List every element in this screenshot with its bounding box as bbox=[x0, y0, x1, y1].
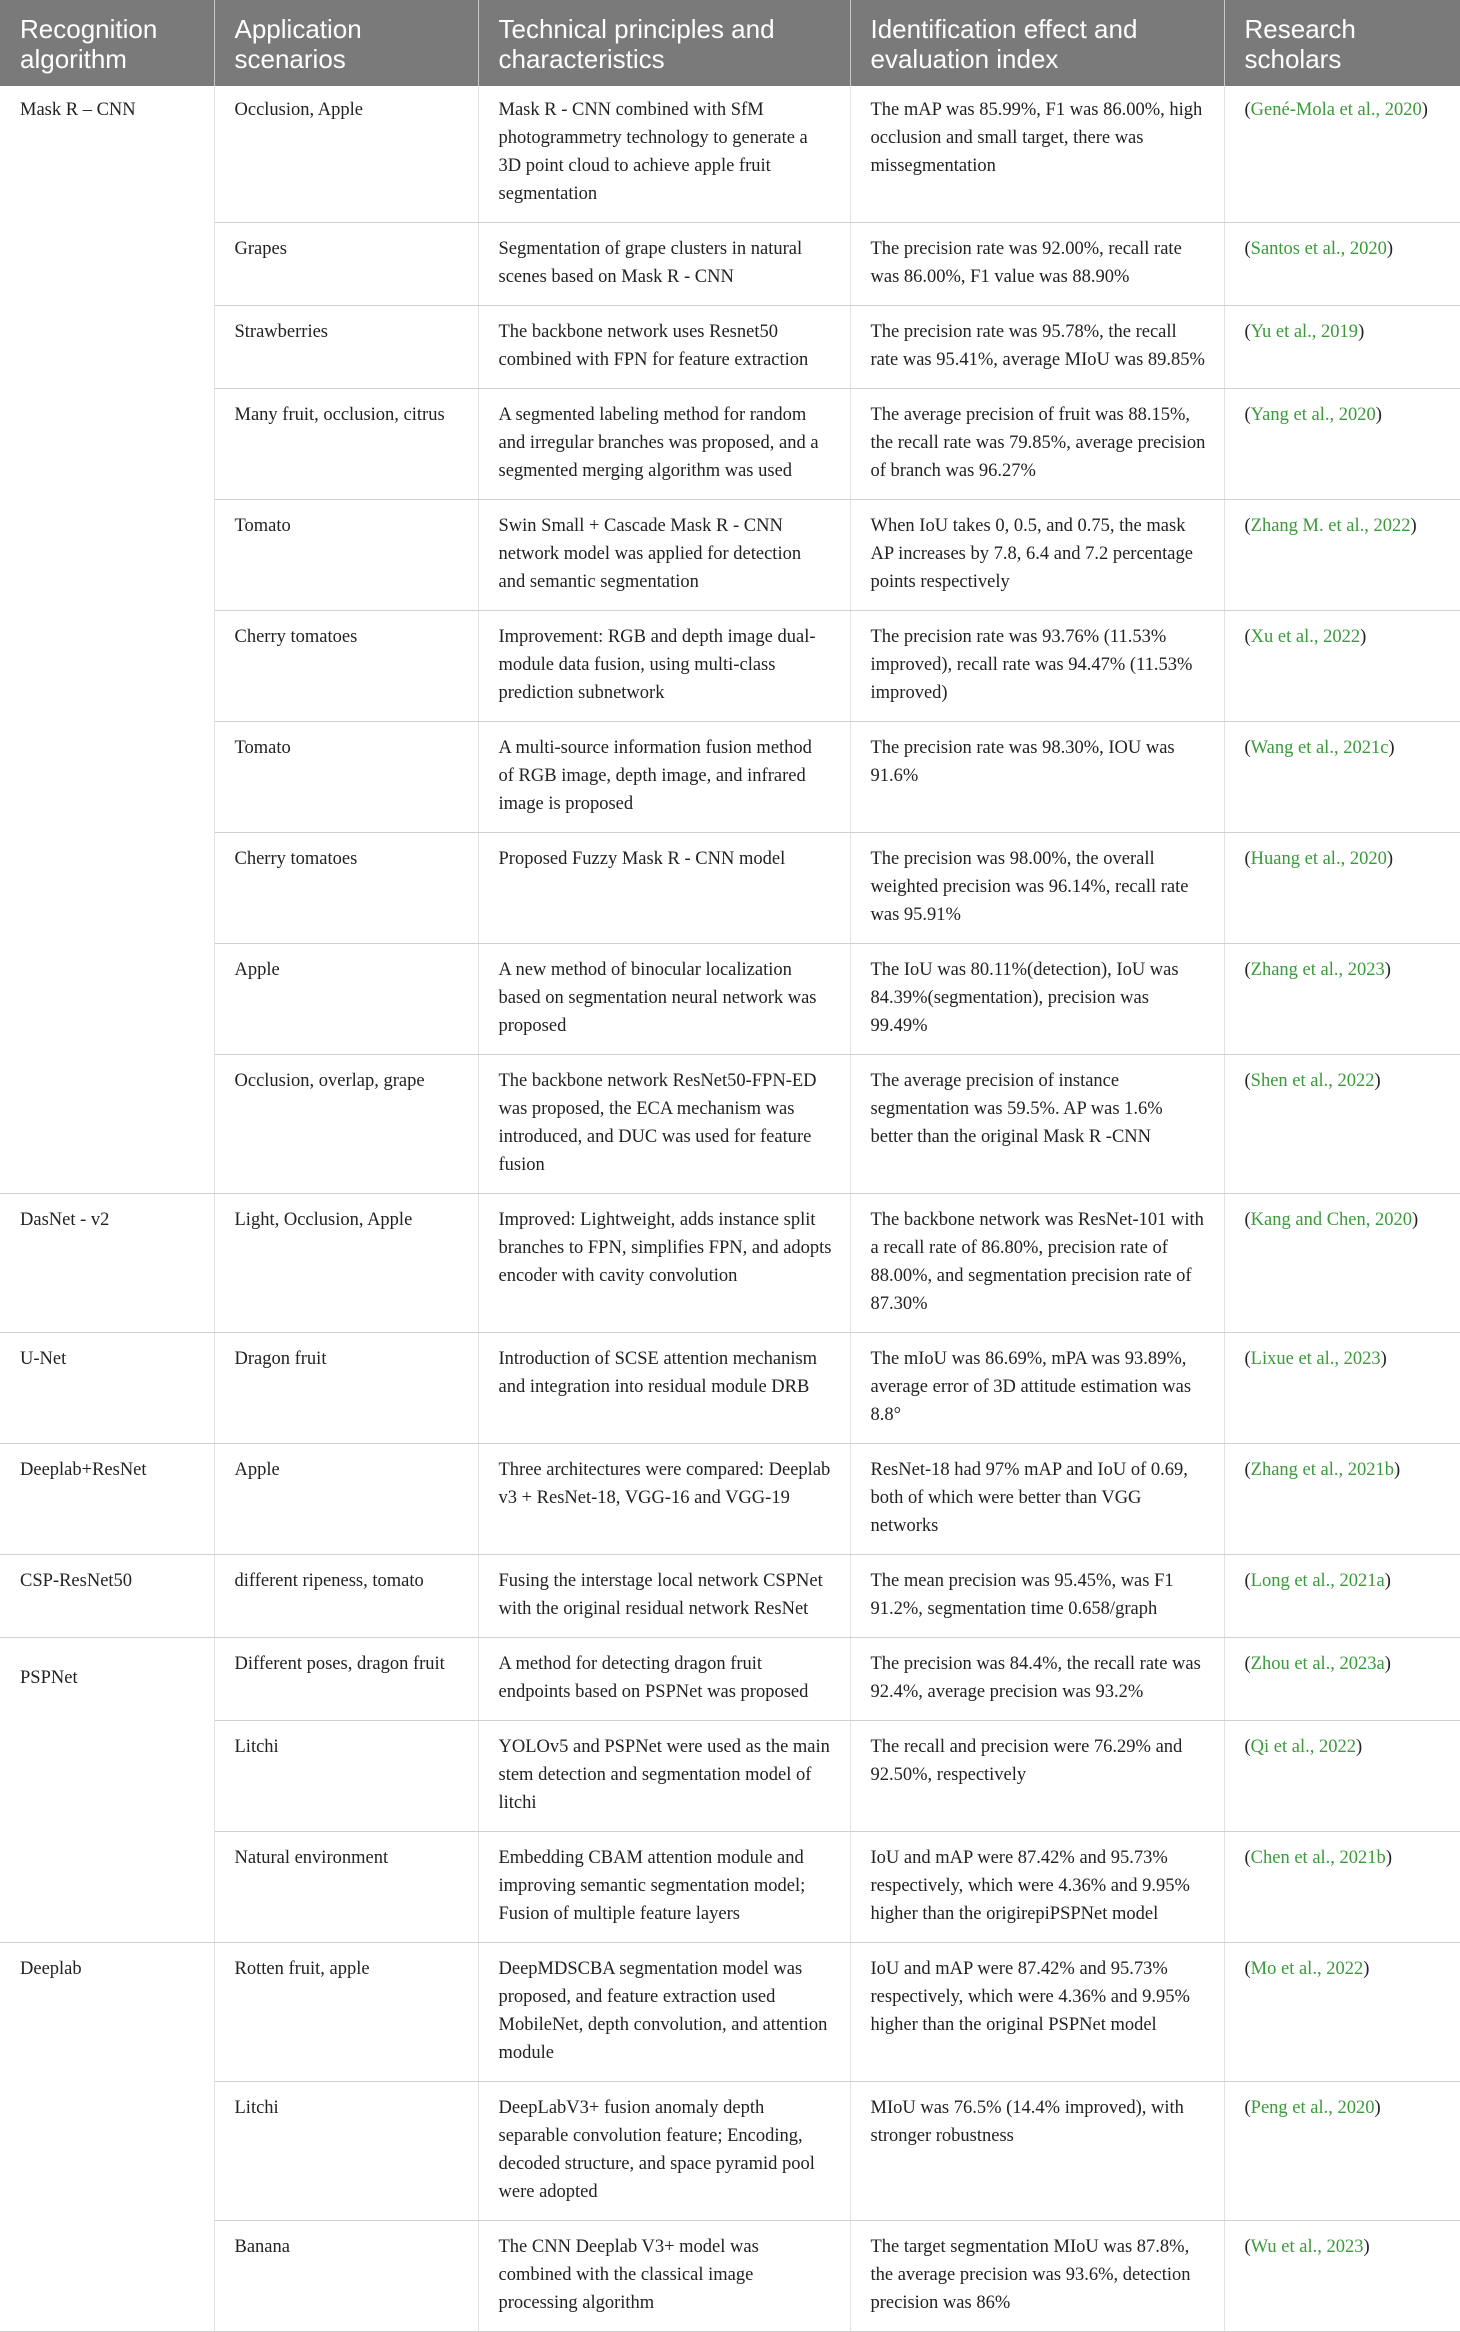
reference-cell bbox=[1224, 944, 1460, 1055]
paren-close: ) bbox=[1356, 1737, 1363, 1757]
table-row bbox=[0, 500, 1460, 611]
paren-close: ) bbox=[1380, 1349, 1387, 1369]
paren-close: ) bbox=[1363, 2237, 1370, 2257]
citation-link[interactable]: Peng et al., 2020 bbox=[1250, 2098, 1375, 2118]
effect-cell: The recall and precision were 76.29% and 92.50%, respectively bbox=[850, 1721, 1224, 1832]
paren-close: ) bbox=[1358, 322, 1365, 342]
principle-cell: A method for detecting dragon fruit endpoints based on PSPNet was proposed bbox=[478, 1638, 850, 1721]
citation-link[interactable]: Zhang et al., 2021b bbox=[1250, 1460, 1395, 1480]
principle-cell: Segmentation of grape clusters in natural scenes based on Mask R - CNN bbox=[478, 223, 850, 306]
citation-link[interactable]: Kang and Chen, 2020 bbox=[1250, 1210, 1413, 1230]
reference-cell bbox=[1224, 223, 1460, 306]
algorithm-cell bbox=[0, 306, 214, 389]
effect-cell: The precision was 84.4%, the recall rate was 92.4%, average precision was 93.2% bbox=[850, 1638, 1224, 1721]
paren-open: ( bbox=[1244, 1571, 1251, 1591]
citation-link[interactable]: Yang et al., 2020 bbox=[1250, 405, 1376, 425]
paren-open: ( bbox=[1244, 627, 1251, 647]
algorithm-cell: PSPNet bbox=[0, 1638, 214, 1721]
table-row bbox=[0, 1333, 1460, 1444]
reference-cell bbox=[1224, 833, 1460, 944]
reference-cell bbox=[1224, 722, 1460, 833]
principle-cell: The CNN Deeplab V3+ model was combined with the classical image processing algorithm bbox=[478, 2221, 850, 2332]
paren-close: ) bbox=[1384, 1654, 1391, 1674]
paren-open: ( bbox=[1244, 1848, 1251, 1868]
header-research-scholars: Research scholars bbox=[1224, 0, 1460, 86]
algorithm-cell bbox=[0, 500, 214, 611]
citation-link[interactable]: Yu et al., 2019 bbox=[1250, 322, 1359, 342]
paren-open: ( bbox=[1244, 516, 1251, 536]
algorithm-cell: Deeplab bbox=[0, 1943, 214, 2082]
effect-cell: The precision rate was 95.78%, the recall rate was 95.41%, average MIoU was 89.85% bbox=[850, 306, 1224, 389]
paren-close: ) bbox=[1412, 1210, 1419, 1230]
citation-link[interactable]: Wang et al., 2021c bbox=[1250, 738, 1389, 758]
effect-cell: IoU and mAP were 87.42% and 95.73% respectively, which were 4.36% and 9.95% higher than the original PSPNet model bbox=[850, 1943, 1224, 2082]
algorithm-cell bbox=[0, 833, 214, 944]
paren-open: ( bbox=[1244, 100, 1251, 120]
citation-link[interactable]: Lixue et al., 2023 bbox=[1250, 1349, 1381, 1369]
principle-cell: Proposed Fuzzy Mask R - CNN model bbox=[478, 833, 850, 944]
scenario-cell: Natural environment bbox=[214, 1832, 478, 1943]
table-row bbox=[0, 1832, 1460, 1943]
effect-cell: ResNet-18 had 97% mAP and IoU of 0.69, both of which were better than VGG networks bbox=[850, 1444, 1224, 1555]
table-row bbox=[0, 944, 1460, 1055]
scenario-cell: Apple bbox=[214, 1444, 478, 1555]
principle-cell: YOLOv5 and PSPNet were used as the main stem detection and segmentation model of litchi bbox=[478, 1721, 850, 1832]
algorithm-cell bbox=[0, 1721, 214, 1832]
reference-cell bbox=[1224, 1055, 1460, 1194]
algorithm-cell bbox=[0, 2221, 214, 2332]
paren-close: ) bbox=[1410, 516, 1417, 536]
paren-open: ( bbox=[1244, 322, 1251, 342]
reference-cell bbox=[1224, 611, 1460, 722]
paren-open: ( bbox=[1244, 1071, 1251, 1091]
reference-cell bbox=[1224, 2082, 1460, 2221]
citation-link[interactable]: Long et al., 2021a bbox=[1250, 1571, 1385, 1591]
algorithm-cell: CSP-ResNet50 bbox=[0, 1555, 214, 1638]
paren-close: ) bbox=[1360, 627, 1367, 647]
effect-cell: The average precision of fruit was 88.15%, the recall rate was 79.85%, average precision of branch was 96.27% bbox=[850, 389, 1224, 500]
algorithm-cell: Deeplab+ResNet bbox=[0, 1444, 214, 1555]
table-row bbox=[0, 833, 1460, 944]
paren-open: ( bbox=[1244, 1349, 1251, 1369]
algorithm-cell bbox=[0, 722, 214, 833]
table-row bbox=[0, 611, 1460, 722]
citation-link[interactable]: Zhou et al., 2023a bbox=[1250, 1654, 1385, 1674]
paren-open: ( bbox=[1244, 239, 1251, 259]
paren-open: ( bbox=[1244, 1737, 1251, 1757]
scenario-cell: Occlusion, overlap, grape bbox=[214, 1055, 478, 1194]
paren-close: ) bbox=[1421, 100, 1428, 120]
algorithm-cell bbox=[0, 611, 214, 722]
citation-link[interactable]: Qi et al., 2022 bbox=[1250, 1737, 1356, 1757]
table-row bbox=[0, 1943, 1460, 2082]
citation-link[interactable]: Zhang et al., 2023 bbox=[1250, 960, 1385, 980]
paren-close: ) bbox=[1384, 1571, 1391, 1591]
reference-cell bbox=[1224, 1721, 1460, 1832]
paren-close: ) bbox=[1388, 738, 1395, 758]
principle-cell: Fusing the interstage local network CSPNet with the original residual network ResNet bbox=[478, 1555, 850, 1638]
principle-cell: Mask R - CNN combined with SfM photogrammetry technology to generate a 3D point cloud to achieve apple fruit segmentation bbox=[478, 86, 850, 223]
paren-close: ) bbox=[1386, 239, 1394, 259]
scenario-cell: Many fruit, occlusion, citrus bbox=[214, 389, 478, 500]
reference-cell bbox=[1224, 1555, 1460, 1638]
paren-close: ) bbox=[1385, 1848, 1392, 1868]
scenario-cell: Dragon fruit bbox=[214, 1333, 478, 1444]
scenario-cell: Cherry tomatoes bbox=[214, 833, 478, 944]
header-recognition-algorithm: Recognition algorithm bbox=[0, 0, 214, 86]
scenario-cell: Grapes bbox=[214, 223, 478, 306]
scenario-cell: Light, Occlusion, Apple bbox=[214, 1194, 478, 1333]
paren-open: ( bbox=[1244, 1654, 1251, 1674]
algorithm-cell bbox=[0, 2082, 214, 2221]
header-identification-effect: Identification effect and evaluation index bbox=[850, 0, 1224, 86]
scenario-cell: Apple bbox=[214, 944, 478, 1055]
header-technical-principles: Technical principles and characteristics bbox=[478, 0, 850, 86]
citation-link[interactable]: Xu et al., 2022 bbox=[1250, 627, 1361, 647]
reference-cell bbox=[1224, 500, 1460, 611]
algorithm-cell: U-Net bbox=[0, 1333, 214, 1444]
reference-cell bbox=[1224, 389, 1460, 500]
principle-cell: Improvement: RGB and depth image dual-module data fusion, using multi-class prediction subnetwork bbox=[478, 611, 850, 722]
algorithm-cell bbox=[0, 1832, 214, 1943]
reference-cell bbox=[1224, 86, 1460, 223]
effect-cell: The precision rate was 98.30%, IOU was 91.6% bbox=[850, 722, 1224, 833]
scenario-cell: Litchi bbox=[214, 1721, 478, 1832]
citation-link[interactable]: Gené-Mola et al., 2020 bbox=[1250, 100, 1422, 120]
paren-close: ) bbox=[1374, 1071, 1381, 1091]
principle-cell: Three architectures were compared: Deeplab v3 + ResNet-18, VGG-16 and VGG-19 bbox=[478, 1444, 850, 1555]
table-row bbox=[0, 86, 1460, 223]
effect-cell: The mean precision was 95.45%, was F1 91.2%, segmentation time 0.658/graph bbox=[850, 1555, 1224, 1638]
table-row bbox=[0, 1194, 1460, 1333]
reference-cell bbox=[1224, 1444, 1460, 1555]
algorithm-cell bbox=[0, 944, 214, 1055]
table-header-row bbox=[0, 0, 1460, 86]
reference-cell bbox=[1224, 1832, 1460, 1943]
principle-cell: The backbone network ResNet50-FPN-ED was proposed, the ECA mechanism was introduced, and DUC was used for feature fusion bbox=[478, 1055, 850, 1194]
effect-cell: IoU and mAP were 87.42% and 95.73% respectively, which were 4.36% and 9.95% higher than the origirepiPSPNet model bbox=[850, 1832, 1224, 1943]
table-body bbox=[0, 86, 1460, 2332]
table-row bbox=[0, 1444, 1460, 1555]
paren-close: ) bbox=[1384, 960, 1391, 980]
paren-open: ( bbox=[1244, 2098, 1251, 2118]
effect-cell: The target segmentation MIoU was 87.8%, the average precision was 93.6%, detection precision was 86% bbox=[850, 2221, 1224, 2332]
citation-link[interactable]: Santos et al., 2020 bbox=[1250, 239, 1387, 259]
effect-cell: The precision rate was 93.76% (11.53% improved), recall rate was 94.47% (11.53% improved) bbox=[850, 611, 1224, 722]
paren-close: ) bbox=[1394, 1460, 1401, 1480]
paren-open: ( bbox=[1244, 2237, 1251, 2257]
reference-cell bbox=[1224, 306, 1460, 389]
paren-open: ( bbox=[1244, 405, 1251, 425]
header-application-scenarios: Application scenarios bbox=[214, 0, 478, 86]
paren-open: ( bbox=[1244, 1959, 1251, 1979]
citation-link[interactable]: Wu et al., 2023 bbox=[1250, 2237, 1364, 2257]
principle-cell: Improved: Lightweight, adds instance split branches to FPN, simplifies FPN, and adopts encoder with cavity convolution bbox=[478, 1194, 850, 1333]
algorithm-cell bbox=[0, 389, 214, 500]
table-row bbox=[0, 2221, 1460, 2332]
table-row bbox=[0, 1055, 1460, 1194]
scenario-cell: Tomato bbox=[214, 500, 478, 611]
principle-cell: A multi-source information fusion method of RGB image, depth image, and infrared image is proposed bbox=[478, 722, 850, 833]
table-row bbox=[0, 306, 1460, 389]
table-row bbox=[0, 1721, 1460, 1832]
paren-open: ( bbox=[1244, 1460, 1251, 1480]
table-row bbox=[0, 1638, 1460, 1721]
paren-close: ) bbox=[1386, 849, 1393, 869]
reference-cell bbox=[1224, 1333, 1460, 1444]
table-row bbox=[0, 223, 1460, 306]
citation-link[interactable]: Huang et al., 2020 bbox=[1250, 849, 1387, 869]
principle-cell: DeepLabV3+ fusion anomaly depth separable convolution feature; Encoding, decoded structure, and space pyramid pool were adopted bbox=[478, 2082, 850, 2221]
reference-cell bbox=[1224, 1943, 1460, 2082]
principle-cell: A segmented labeling method for random and irregular branches was proposed, and a segmented merging algorithm was used bbox=[478, 389, 850, 500]
effect-cell: The precision was 98.00%, the overall weighted precision was 96.14%, recall rate was 95.91% bbox=[850, 833, 1224, 944]
scenario-cell: Rotten fruit, apple bbox=[214, 1943, 478, 2082]
scenario-cell: Tomato bbox=[214, 722, 478, 833]
citation-link[interactable]: Chen et al., 2021b bbox=[1250, 1848, 1386, 1868]
reference-cell bbox=[1224, 2221, 1460, 2332]
paren-close: ) bbox=[1363, 1959, 1370, 1979]
scenario-cell: Occlusion, Apple bbox=[214, 86, 478, 223]
paren-close: ) bbox=[1374, 2098, 1381, 2118]
effect-cell: MIoU was 76.5% (14.4% improved), with stronger robustness bbox=[850, 2082, 1224, 2221]
scenario-cell: Cherry tomatoes bbox=[214, 611, 478, 722]
scenario-cell: Strawberries bbox=[214, 306, 478, 389]
table-row bbox=[0, 2082, 1460, 2221]
citation-link[interactable]: Shen et al., 2022 bbox=[1250, 1071, 1375, 1091]
table-row bbox=[0, 1555, 1460, 1638]
paren-open: ( bbox=[1244, 849, 1251, 869]
principle-cell: Introduction of SCSE attention mechanism and integration into residual module DRB bbox=[478, 1333, 850, 1444]
algorithm-cell bbox=[0, 1055, 214, 1194]
effect-cell: The mIoU was 86.69%, mPA was 93.89%, average error of 3D attitude estimation was 8.8° bbox=[850, 1333, 1224, 1444]
principle-cell: Swin Small + Cascade Mask R - CNN network model was applied for detection and semantic segmentation bbox=[478, 500, 850, 611]
principle-cell: DeepMDSCBA segmentation model was proposed, and feature extraction used MobileNet, depth convolution, and attention module bbox=[478, 1943, 850, 2082]
effect-cell: The IoU was 80.11%(detection), IoU was 84.39%(segmentation), precision was 99.49% bbox=[850, 944, 1224, 1055]
paren-open: ( bbox=[1244, 738, 1251, 758]
effect-cell: The average precision of instance segmentation was 59.5%. AP was 1.6% better than the original Mask R -CNN bbox=[850, 1055, 1224, 1194]
effect-cell: The precision rate was 92.00%, recall rate was 86.00%, F1 value was 88.90% bbox=[850, 223, 1224, 306]
algorithm-cell: DasNet - v2 bbox=[0, 1194, 214, 1333]
algorithm-cell bbox=[0, 223, 214, 306]
principle-cell: A new method of binocular localization based on segmentation neural network was proposed bbox=[478, 944, 850, 1055]
citation-link[interactable]: Mo et al., 2022 bbox=[1250, 1959, 1364, 1979]
effect-cell: The backbone network was ResNet-101 with a recall rate of 86.80%, precision rate of 88.00%, and segmentation precision rate of 87.30% bbox=[850, 1194, 1224, 1333]
scenario-cell: different ripeness, tomato bbox=[214, 1555, 478, 1638]
paren-open: ( bbox=[1244, 1210, 1251, 1230]
algorithm-cell: Mask R – CNN bbox=[0, 86, 214, 223]
table-row bbox=[0, 389, 1460, 500]
principle-cell: Embedding CBAM attention module and improving semantic segmentation model; Fusion of multiple feature layers bbox=[478, 1832, 850, 1943]
table-row bbox=[0, 722, 1460, 833]
scenario-cell: Litchi bbox=[214, 2082, 478, 2221]
effect-cell: The mAP was 85.99%, F1 was 86.00%, high occlusion and small target, there was missegmentation bbox=[850, 86, 1224, 223]
principle-cell: The backbone network uses Resnet50 combined with FPN for feature extraction bbox=[478, 306, 850, 389]
effect-cell: When IoU takes 0, 0.5, and 0.75, the mask AP increases by 7.8, 6.4 and 7.2 percentage points respectively bbox=[850, 500, 1224, 611]
reference-cell bbox=[1224, 1638, 1460, 1721]
scenario-cell: Different poses, dragon fruit bbox=[214, 1638, 478, 1721]
paren-close: ) bbox=[1375, 405, 1382, 425]
scenario-cell: Banana bbox=[214, 2221, 478, 2332]
paren-open: ( bbox=[1244, 960, 1251, 980]
reference-cell bbox=[1224, 1194, 1460, 1333]
citation-link[interactable]: Zhang M. et al., 2022 bbox=[1250, 516, 1411, 536]
